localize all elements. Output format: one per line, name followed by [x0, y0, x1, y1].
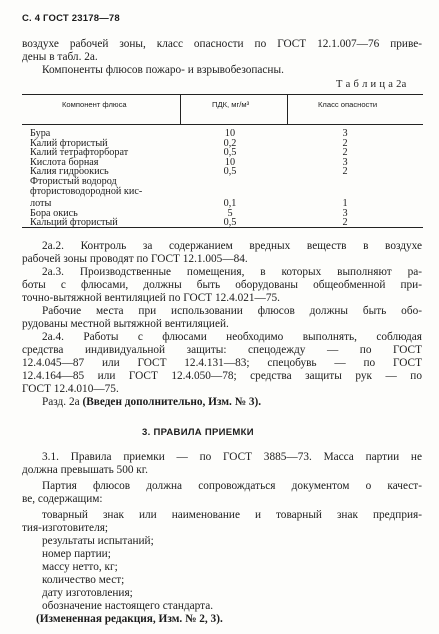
table-cell-pdk: 0,2	[223, 137, 237, 149]
para-2a4-line-3: 12.4.045—87 или ГОСТ 12.4.131—83; спецобувь — по ГОСТ	[22, 357, 422, 369]
table-cell-class: 3	[342, 156, 348, 168]
table-cell-component: лоты	[30, 198, 52, 210]
para-2a4-line-2: средства индивидуальной защиты: спецодежду — по ГОСТ	[22, 344, 422, 356]
list-line-7: дату изготовления;	[42, 587, 133, 599]
table-cell-pdk: 0,5	[223, 166, 237, 178]
intro-line-3: Компоненты флюсов пожаро- и взрывобезопасны.	[42, 64, 284, 76]
table-cell-pdk: 0,1	[223, 198, 237, 210]
intro-line-2: дены в табл. 2а.	[22, 51, 98, 63]
para-2a2-line-1: 2а.2. Контроль за содержанием вредных веществ в воздухе	[42, 240, 422, 252]
table-bottom-rule	[22, 227, 423, 228]
table-cell-class: 2	[342, 147, 348, 159]
para-2a3-line-2: боты с флюсами, должны быть оборудованы общеобменной при-	[22, 279, 422, 291]
table-cell-component: Кальций фтористый	[30, 217, 118, 229]
section-3-title: 3. ПРАВИЛА ПРИЕМКИ	[142, 427, 254, 438]
razd-note-plain: Разд. 2а	[42, 396, 83, 408]
table-cell-pdk: 0,5	[223, 147, 237, 159]
table-cell-pdk: 0,5	[223, 217, 237, 229]
table-cell-class: 3	[342, 207, 348, 219]
table-col-divider-2	[287, 94, 288, 124]
list-line-1: товарный знак или наименование и товарный знак предприя-	[42, 509, 422, 521]
table-cell-pdk: 10	[224, 128, 236, 139]
list-line-4: номер партии;	[42, 548, 111, 560]
razd-note-bold: (Введен дополнительно, Изм. № 3).	[82, 396, 262, 408]
list-line-2: тия-изготовителя;	[22, 522, 109, 534]
intro-line-1: воздухе рабочей зоны, класс опасности по ГОСТ 12.1.007—76 приве-	[22, 38, 422, 50]
table-cell-class: 2	[342, 137, 348, 149]
para-31-line-2: должна превышать 500 кг.	[22, 464, 148, 476]
page-header: С. 4 ГОСТ 23178—78	[22, 13, 120, 24]
table-cell-class: 2	[342, 166, 348, 178]
table-cell-component: Калий фтористый	[30, 137, 108, 149]
para-31-line-1: 3.1. Правила приемки — по ГОСТ 3885—73. Масса партии не	[42, 451, 422, 463]
para-2a4-line-4: 12.4.164—85 или ГОСТ 12.4.050—78; средства защиты рук — по	[22, 370, 422, 382]
list-line-6: количество мест;	[42, 574, 125, 586]
table-cell-class: 1	[342, 198, 348, 210]
table-cell-component: Калия гидроокись	[30, 166, 109, 178]
list-line-5: массу нетто, кг;	[42, 561, 118, 573]
table-caption: Т а б л и ц а 2а	[336, 79, 407, 90]
table-cell-component: Бура	[30, 128, 51, 139]
list-line-3: результаты испытаний;	[42, 535, 154, 547]
table-top-rule	[22, 94, 423, 95]
table-cell-pdk: 10	[224, 156, 236, 168]
para-2a3-line-1: 2а.3. Производственные помещения, в которых выполняют ра-	[42, 266, 422, 278]
amendment-note: (Измененная редакция, Изм. № 2, 3).	[36, 613, 223, 625]
table-cell-component: Фтористый водород	[30, 176, 117, 187]
para-work-line-1: Рабочие места при использовании флюсов должны быть обо-	[42, 305, 422, 317]
table-header-rule	[22, 124, 423, 125]
table-col-divider-1	[180, 94, 181, 124]
table-cell-component: Калий тетрафторборат	[30, 147, 129, 159]
table-cell-pdk: 5	[227, 207, 233, 219]
table-cell-class: 2	[342, 217, 348, 229]
para-work-line-2: рудованы местной вытяжной вентиляцией.	[22, 318, 229, 330]
col-header-class: Класс опасности	[318, 100, 378, 109]
razd-note	[42, 396, 261, 409]
para-2a4-line-1: 2а.4. Работы с флюсами необходимо выполнять, соблюдая	[42, 331, 422, 343]
table-cell-component: фтористоводородной кис-	[30, 185, 143, 197]
col-header-component: Компонент флюса	[62, 100, 127, 109]
para-2a2-line-2: рабочей зоны проводят по ГОСТ 12.1.005—84.	[22, 253, 248, 265]
para-2a3-line-3: точно-вытяжной вентиляцией по ГОСТ 12.4.021—75.	[22, 292, 280, 304]
para-party-line-2: ве, содержащим:	[22, 493, 103, 505]
col-header-pdk: ПДК, мг/м³	[212, 100, 250, 109]
table-cell-component: Кислота борная	[30, 156, 99, 168]
list-line-8: обозначение настоящего стандарта.	[42, 600, 214, 612]
table-cell-class: 3	[342, 128, 348, 139]
table-cell-component: Бора окись	[30, 207, 78, 219]
para-2a4-line-5: ГОСТ 12.4.010—75.	[22, 383, 119, 395]
para-party-line-1: Партия флюсов должна сопровождаться документом о качест-	[42, 480, 422, 492]
